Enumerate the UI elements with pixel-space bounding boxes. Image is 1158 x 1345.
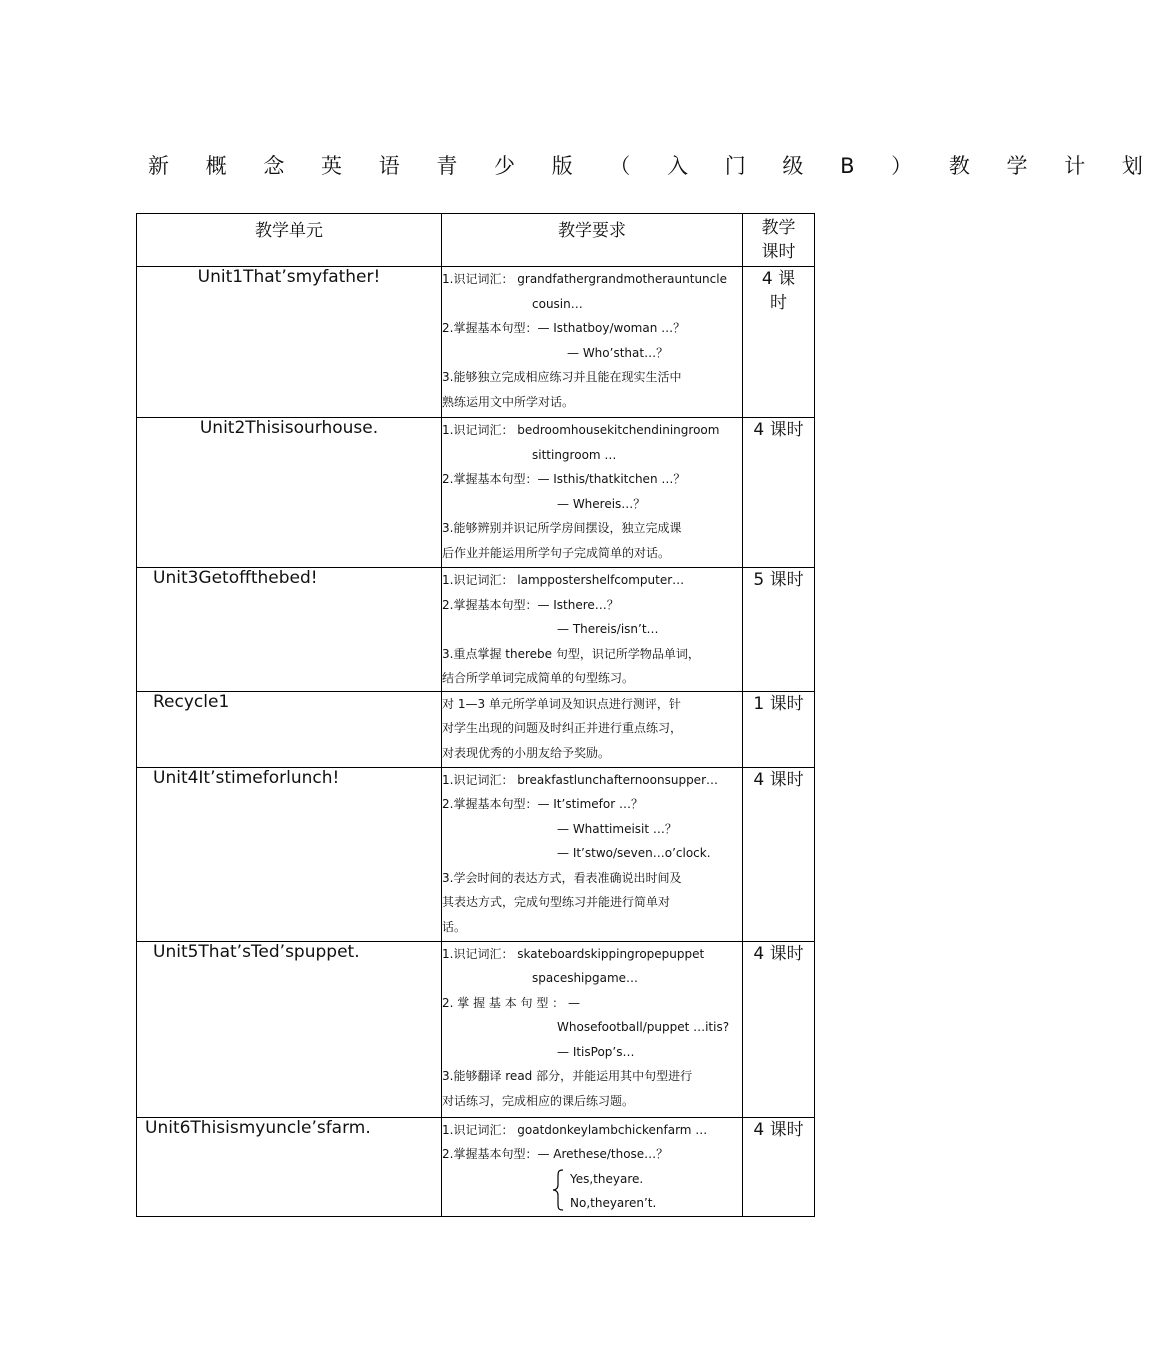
unit-name: Unit5That’sTed’spuppet. [137, 941, 442, 1117]
req-line: sittingroom … [532, 447, 617, 462]
req-line: — It’stwo/seven…o’clock. [557, 846, 711, 860]
req-line: cousin… [532, 296, 583, 311]
req-line: 3.能够翻译 read 部分，并能运用其中句型进行 [442, 1069, 693, 1083]
req-line: 2.掌握基本句型：— Isthere…？ [442, 597, 619, 612]
unit-requirements [442, 267, 743, 418]
header-requirement: 教学要求 [442, 214, 743, 267]
req-line: 2.掌握基本句型：— It’stimefor …？ [442, 797, 644, 811]
unit-name: Unit2Thisisourhouse. [137, 418, 442, 568]
unit-requirements [442, 691, 743, 767]
req-line: 1.识记词汇： breakfastlunchafternoonsupper… [442, 772, 719, 787]
teaching-plan-table [136, 213, 815, 1217]
unit-name: Unit6Thisismyuncle’sfarm. [137, 1117, 442, 1216]
req-line: 1.识记词汇： skateboardskippingropepuppet [442, 946, 705, 961]
req-line: — Whereis…？ [557, 496, 646, 511]
table-row [137, 941, 815, 1117]
req-line: 1.识记词汇： grandfathergrandmotherauntuncle [442, 272, 727, 286]
req-line: — Thereis/isn’t… [557, 622, 659, 636]
unit-requirements [442, 568, 743, 692]
req-line: 2.掌握基本句型：— Isthis/thatkitchen …？ [442, 472, 686, 486]
page-title: 新 概 念 英 语 青 少 版 （ 入 门 级 B ） 教 学 计 划 [148, 154, 1158, 178]
req-line: — ItisPop’s… [557, 1044, 635, 1059]
req-line: 2.掌握基本句型：— Arethese/those…？ [442, 1147, 669, 1161]
req-line: 1.识记词汇： bedroomhousekitchendiningroom [442, 423, 720, 437]
unit-hours-line2: 时 [770, 293, 787, 313]
req-line: 结合所学单词完成简单的句型练习。 [442, 671, 635, 685]
unit-name: Unit4It’stimeforlunch! [137, 767, 442, 941]
req-line: 1.识记词汇： goatdonkeylambchickenfarm … [442, 1122, 708, 1137]
req-line: — Who’sthat…？ [567, 345, 669, 360]
req-line: 对表现优秀的小朋友给予奖励。 [442, 745, 611, 760]
unit-requirements [442, 941, 743, 1117]
req-line: No,theyaren’t. [570, 1196, 657, 1210]
unit-hours-line1: 4 课 [761, 269, 796, 289]
answer-options [442, 1167, 742, 1216]
unit-hours: 4 课时 [743, 767, 815, 941]
header-hours-line2: 课时 [761, 242, 796, 262]
unit-requirements [442, 418, 743, 568]
req-line: 3.能够辨别并识记所学房间摆设，独立完成课 [442, 521, 682, 535]
req-line: 2.掌握基本句型：— Isthatboy/woman …？ [442, 321, 686, 335]
req-line: spaceshipgame… [532, 971, 639, 985]
curly-brace-icon [551, 1169, 565, 1211]
header-unit: 教学单元 [137, 214, 442, 267]
unit-name: Unit3Getoffthebed! [137, 568, 442, 692]
req-line: 对话练习，完成相应的课后练习题。 [442, 1093, 635, 1108]
unit-hours: 4 课时 [743, 1117, 815, 1216]
unit-requirements [442, 767, 743, 941]
req-line: 对学生出现的问题及时纠正并进行重点练习， [442, 721, 683, 735]
unit-hours: 4 课时 [743, 941, 815, 1117]
table-row [137, 418, 815, 568]
table-row [137, 767, 815, 941]
unit-hours: 5 课时 [743, 568, 815, 692]
table-row [137, 568, 815, 692]
req-line: 后作业并能运用所学句子完成简单的对话。 [442, 545, 671, 560]
table-row [137, 691, 815, 767]
header-hours [743, 214, 815, 267]
req-line: 话。 [442, 919, 467, 934]
header-hours-line1: 教学 [761, 218, 796, 238]
req-line: 其表达方式，完成句型练习并能进行简单对 [442, 895, 671, 909]
req-line: 2. 掌 握 基 本 句 型 ： — [442, 995, 580, 1010]
req-line: 3.学会时间的表达方式，看表准确说出时间及 [442, 870, 682, 885]
req-line: 3.重点掌握 therebe 句型，识记所学物品单词， [442, 646, 700, 661]
table-row [137, 1117, 815, 1216]
unit-requirements [442, 1117, 743, 1216]
unit-hours [743, 267, 815, 418]
table-header-row [137, 214, 815, 267]
unit-hours: 1 课时 [743, 691, 815, 767]
req-line: 对 1—3 单元所学单词及知识点进行测评，针 [442, 696, 681, 711]
req-line: Yes,theyare. [570, 1171, 644, 1186]
req-line: — Whattimeisit …？ [557, 821, 677, 836]
table-row [137, 267, 815, 418]
unit-name: Recycle1 [137, 691, 442, 767]
req-line: 1.识记词汇： lamppostershelfcomputer… [442, 573, 685, 587]
req-line: 3.能够独立完成相应练习并且能在现实生活中 [442, 370, 682, 384]
unit-hours: 4 课时 [743, 418, 815, 568]
req-line: Whosefootball/puppet …itis? [557, 1020, 730, 1034]
req-line: 熟练运用文中所学对话。 [442, 394, 575, 409]
unit-name: Unit1That’smyfather! [137, 267, 442, 418]
